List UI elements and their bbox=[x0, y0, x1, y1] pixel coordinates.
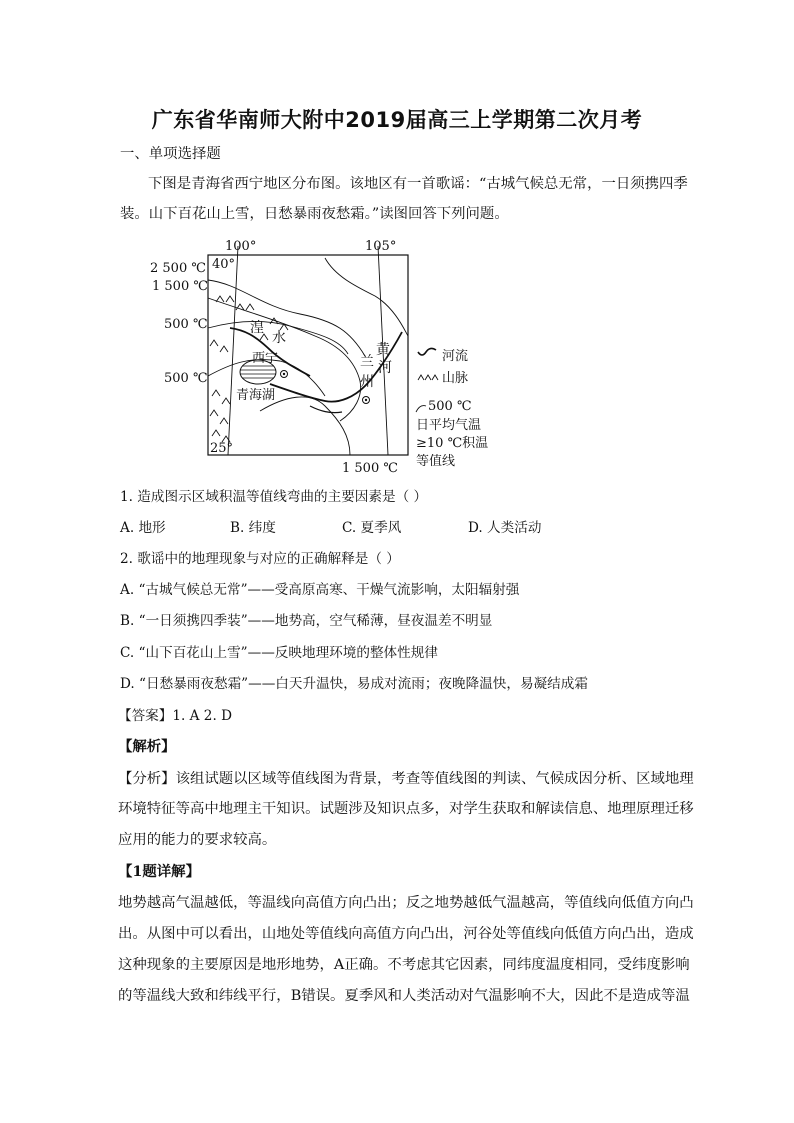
place-huang-river-2: 河 bbox=[378, 360, 392, 376]
question-2-option-c[interactable]: C. “山下百花山上雪”——反映地理环境的整体性规律 bbox=[120, 645, 438, 661]
question-1-option-a[interactable]: A. 地形 bbox=[120, 520, 166, 536]
legend-river-label: 河流 bbox=[442, 349, 469, 364]
isotherm-1500-south bbox=[260, 397, 350, 455]
page-title: 广东省华南师大附中2019届高三上学期第二次月考 bbox=[151, 108, 643, 132]
detail-line-3: 这种现象的主要原因是地形地势，A正确。不考虑其它因素，同纬度温度相同，受纬度影响 bbox=[118, 957, 690, 973]
question-1-option-d[interactable]: D. 人类活动 bbox=[468, 520, 542, 536]
boundary-north bbox=[325, 258, 408, 336]
question-2-option-d[interactable]: D. “日愁暴雨夜愁霜”——白天升温快，易成对流雨；夜晚降温快，易凝结成霜 bbox=[120, 676, 588, 692]
intro-line-2: 装。山下百花山上雪，日愁暴雨夜愁霜。”读图回答下列问题。 bbox=[120, 206, 509, 222]
meridian-100 bbox=[228, 246, 238, 455]
analysis-line-2: 环境特征等高中地理主干知识。试题涉及知识点多，对学生获取和解读信息、地理原理迁移 bbox=[118, 801, 694, 817]
place-huang-river-1: 黄 bbox=[376, 342, 390, 358]
place-zhou: 州 bbox=[360, 374, 374, 390]
question-1-option-c[interactable]: C. 夏季风 bbox=[342, 520, 402, 536]
place-lan: 兰 bbox=[360, 354, 374, 370]
lat-label-25: 25° bbox=[210, 441, 234, 456]
legend-isoline-desc-3: 等值线 bbox=[416, 454, 456, 469]
legend-isoline-desc-2: ≥10 ℃积温 bbox=[416, 436, 489, 451]
place-huang: 湟 bbox=[250, 320, 264, 336]
iso-label-1500-north: 1 500 ℃ bbox=[152, 279, 208, 294]
section-heading: 一、单项选择题 bbox=[120, 146, 221, 162]
iso-label-1500-south: 1 500 ℃ bbox=[342, 461, 398, 476]
place-shui: 水 bbox=[272, 330, 286, 346]
analysis-line-1: 【分析】该组试题以区域等值线图为背景，考查等值线图的判读、气候成因分析、区域地理 bbox=[118, 771, 694, 787]
legend-mountain-label: 山脉 bbox=[442, 371, 469, 386]
lat-label-40: 40° bbox=[212, 257, 236, 272]
isotherm-2500 bbox=[208, 280, 365, 356]
question-1-stem: 1. 造成图示区域积温等值线弯曲的主要因素是（ ） bbox=[120, 489, 428, 505]
legend-isoline-icon bbox=[416, 406, 426, 412]
legend-mountain-icon bbox=[418, 375, 438, 380]
iso-label-500-south: 500 ℃ bbox=[164, 371, 208, 386]
legend-river-icon bbox=[418, 348, 436, 355]
iso-label-500-north: 500 ℃ bbox=[164, 317, 208, 332]
detail-line-4: 的等温线大致和纬线平行，B错误。夏季风和人类活动对气温影响不大，因此不是造成等温 bbox=[118, 988, 690, 1004]
legend-isoline-desc-1: 日平均气温 bbox=[416, 418, 482, 433]
answer-line: 【答案】1. A 2. D bbox=[118, 708, 232, 724]
detail-line-1: 地势越高气温越低，等温线向高值方向凸出；反之地势越低气温越高，等值线向低值方向凸 bbox=[118, 895, 694, 911]
analysis-heading: 【解析】 bbox=[118, 738, 176, 755]
analysis-line-3: 应用的能力的要求较高。 bbox=[118, 832, 277, 848]
lon-label-100: 100° bbox=[225, 239, 257, 254]
legend-isoline-value: 500 ℃ bbox=[428, 399, 472, 414]
detail-heading: 【1题详解】 bbox=[118, 863, 200, 880]
lon-label-105: 105° bbox=[365, 239, 397, 254]
iso-label-2500: 2 500 ℃ bbox=[150, 261, 206, 276]
detail-line-2: 出。从图中可以看出，山地处等值线向高值方向凸出，河谷处等值线向低值方向凸出，造成 bbox=[118, 926, 694, 942]
place-qinghai-lake: 青海湖 bbox=[236, 388, 276, 403]
question-1-option-b[interactable]: B. 纬度 bbox=[230, 520, 276, 536]
xining-region-map bbox=[150, 236, 500, 476]
question-2-option-a[interactable]: A. “古城气候总无常”——受高原高寒、干燥气流影响，太阳辐射强 bbox=[120, 582, 520, 598]
question-2-stem: 2. 歌谣中的地理现象与对应的正确解释是（ ） bbox=[120, 551, 400, 567]
place-xining: 西宁 bbox=[252, 351, 279, 366]
question-2-option-b[interactable]: B. “一日须携四季装”——地势高，空气稀薄，昼夜温差不明显 bbox=[120, 613, 493, 629]
intro-line-1: 下图是青海省西宁地区分布图。该地区有一首歌谣：“古城气候总无常，一日须携四季 bbox=[148, 176, 688, 192]
